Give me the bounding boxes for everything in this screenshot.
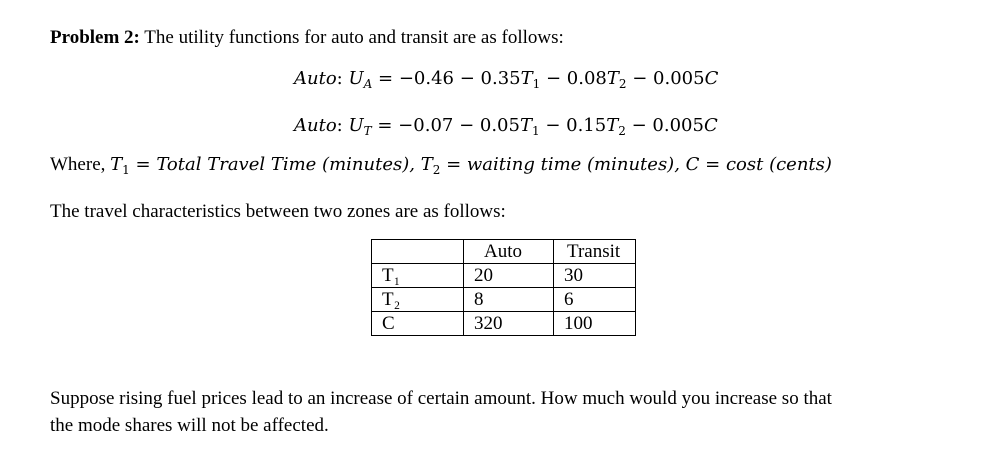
table-cell: 8	[464, 288, 554, 312]
variable-definitions	[50, 153, 832, 182]
transit-eq-prefix: Auto	[294, 115, 337, 136]
where-lead: Where,	[50, 154, 111, 175]
table-row	[372, 312, 636, 336]
transit-eq-t2-sub: 2	[618, 124, 626, 138]
where-c: C	[685, 154, 700, 175]
auto-eq-mid: − 0.08	[540, 68, 607, 89]
where-t1-sub: 1	[122, 163, 130, 177]
problem-statement	[50, 26, 564, 50]
where-def3: = cost (cents)	[699, 154, 832, 175]
auto-eq-sub: A	[363, 77, 373, 91]
where-t1: T	[110, 154, 123, 175]
table-header-row	[372, 240, 636, 264]
table-cell: 100	[554, 312, 636, 336]
transit-utility-equation: Auto: $U_T = -0.07 - 0.05T_1 - 0.15T_2 - 0.005C$	[294, 115, 718, 138]
table-cell: 6	[554, 288, 636, 312]
auto-eq-rhs: = −0.46 − 0.35	[372, 68, 521, 89]
where-def1: = Total Travel Time (minutes),	[129, 154, 421, 175]
transit-eq-sub: T	[363, 124, 372, 138]
transit-eq-tail: − 0.005	[625, 115, 704, 136]
auto-eq-t1: T	[520, 68, 533, 89]
problem-label: Problem 2:	[50, 27, 140, 48]
auto-eq-t1-sub: 1	[532, 77, 541, 91]
transit-eq-t1: T	[519, 115, 532, 136]
where-t2: T	[420, 154, 433, 175]
problem-intro: The utility functions for auto and transit are as follows:	[139, 27, 564, 48]
question-line-1: Suppose rising fuel prices lead to an increase of certain amount. How much would you increase so that	[50, 388, 832, 409]
table-header-cell: Auto	[464, 240, 554, 264]
table-cell: 20	[464, 264, 554, 288]
auto-utility-equation: Auto: $U_A = -0.46 - 0.35T_1 - 0.08T_2 - 0.005C$	[294, 68, 719, 91]
auto-eq-t2: T	[606, 68, 619, 89]
question-line-2: the mode shares will not be affected.	[50, 415, 329, 436]
where-def2: = waiting time (minutes),	[440, 154, 686, 175]
transit-eq-c: C	[703, 115, 718, 136]
transit-eq-symbol: U	[348, 115, 364, 136]
table-cell: 320	[464, 312, 554, 336]
table-cell: T₁	[372, 264, 464, 288]
travel-characteristics-table	[371, 239, 636, 336]
table-header-cell: Transit	[554, 240, 636, 264]
table-cell: T₂	[372, 288, 464, 312]
transit-eq-rhs: = −0.07 − 0.05	[371, 115, 520, 136]
table-header-cell	[372, 240, 464, 264]
auto-eq-c: C	[704, 68, 719, 89]
where-t2-sub: 2	[432, 163, 441, 177]
auto-eq-prefix: Auto	[294, 68, 337, 89]
transit-eq-t2: T	[606, 115, 619, 136]
table-row	[372, 264, 636, 288]
table-cell: 30	[554, 264, 636, 288]
transit-eq-t1-sub: 1	[531, 124, 540, 138]
auto-eq-t2-sub: 2	[618, 77, 627, 91]
auto-eq-tail: − 0.005	[626, 68, 705, 89]
table-row	[372, 288, 636, 312]
travel-intro: The travel characteristics between two zones are as follows:	[50, 201, 506, 222]
transit-eq-mid: − 0.15	[539, 115, 607, 136]
auto-eq-symbol: U	[348, 68, 364, 89]
table-cell: C	[372, 312, 464, 336]
